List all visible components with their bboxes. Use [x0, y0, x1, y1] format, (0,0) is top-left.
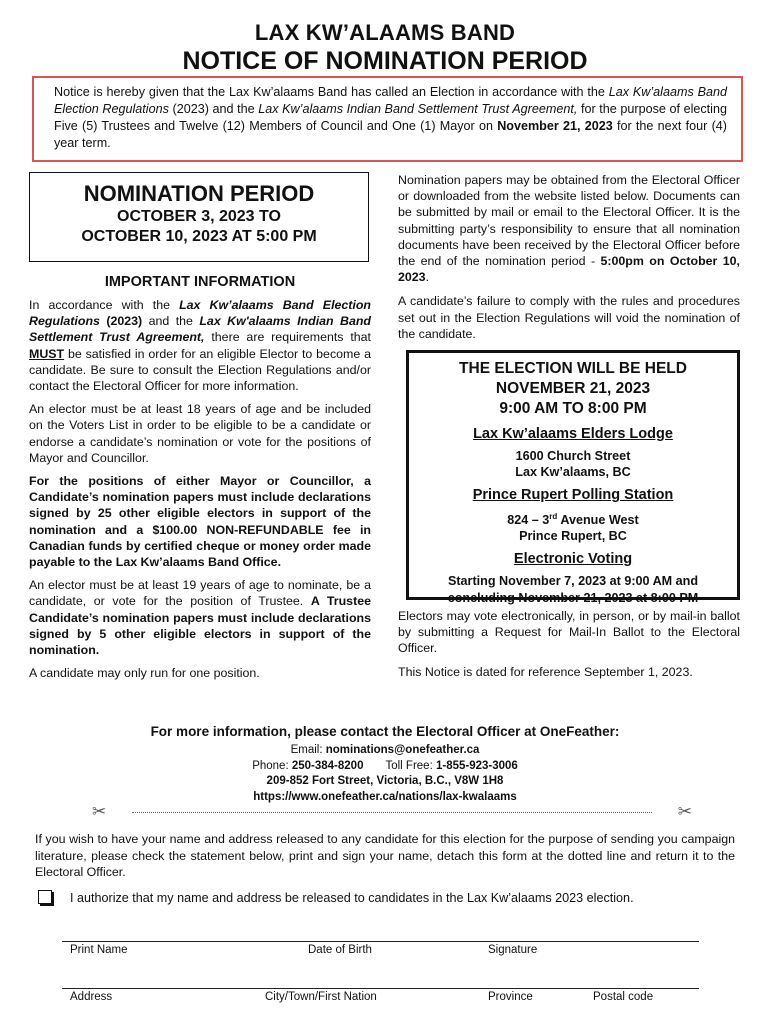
- scissors-icon: ✂: [677, 802, 692, 821]
- important-title: IMPORTANT INFORMATION: [104, 274, 296, 290]
- notice-box: [32, 76, 743, 162]
- election-heading-3: 9:00 AM TO 8:00 PM: [499, 400, 647, 418]
- location-prince-rupert: Prince Rupert Polling Station: [472, 487, 674, 504]
- band-title: LAX KW’ALAAMS BAND: [254, 20, 516, 45]
- contact-url[interactable]: https://www.onefeather.ca/nations/lax-kwalaams: [253, 790, 517, 803]
- scissors-icon: ✂: [92, 802, 107, 821]
- print-name-label: Print Name: [70, 944, 128, 956]
- checkbox-icon[interactable]: [38, 890, 52, 904]
- contact-title: For more information, please contact the Electoral Officer at OneFeather:: [150, 724, 620, 739]
- location-elders-lodge: Lax Kw’alaams Elders Lodge: [473, 426, 673, 443]
- contact-phone: Phone: 250-384-8200 Toll Free: 1-855-923-3006: [252, 759, 518, 772]
- important-para-3: For the positions of either Mayor or Councillor, a Candidate’s nomination papers must include declarations signed by 25 other eligible electors in support of the nomination and a $100.00 NON-REFUNDABLE fee in Canadian funds by certified cheque or money order made payable to the Lax Kw’alaams Band Office.: [29, 474, 371, 570]
- dotted-line: [132, 812, 652, 813]
- notice-text: Notice is hereby given that the Lax Kw’alaams Band has called an Election in accordance with the Lax Kw’alaams Band Election Regulations (2023) and the Lax Kw’alaams Indian Band Settlement Trust Agreement, for the purpose of electing Five (5) Trustees and Twelve (12) Members of Council and One (1) Mayor on November 21, 2023 for the next four (4) year term.: [54, 85, 727, 150]
- left-column: [29, 172, 371, 688]
- nomination-line-1: OCTOBER 3, 2023 TO: [117, 208, 281, 225]
- city-label: City/Town/First Nation: [265, 991, 377, 1003]
- right-para-2: A candidate’s failure to comply with the rules and procedures set out in the Election Regulations will void the nomination of the candidate.: [398, 294, 740, 341]
- important-para-4: An elector must be at least 19 years of age to nominate, be a candidate, or vote for the position of Trustee. A Trustee Candidate’s nomination papers must include declarations signed by 5 other eligible electors in support of the nomination.: [29, 578, 371, 658]
- detach-line: [92, 804, 692, 824]
- email-link[interactable]: nominations@onefeather.ca: [325, 744, 480, 756]
- authorize-label: I authorize that my name and address be released to candidates in the Lax Kw’alaams 2023 election.: [70, 891, 634, 905]
- important-para-1: In accordance with the Lax Kw’alaams Band Election Regulations (2023) and the Lax Kw'alaams Indian Band Settlement Trust Agreement, there are requirements that MUST be satisfied in order for an eligible Elector to become a candidate. Be sure to consult the Election Regulations and/or contact the Electoral Officer for more information.: [29, 298, 371, 394]
- release-instructions: If you wish to have your name and address released to any candidate for this election for the purpose of sending you campaign literature, please check the statement below, print and sign your name, detach this form at the dotted line and return it to the Electoral Officer.: [35, 832, 735, 879]
- address-row: [62, 988, 699, 1003]
- nomination-line-2: OCTOBER 10, 2023 AT 5:00 PM: [81, 228, 317, 245]
- province-label: Province: [488, 991, 533, 1003]
- contact-section: [0, 724, 770, 805]
- signature-row: [62, 941, 699, 956]
- notice-date: This Notice is dated for reference September 1, 2023.: [398, 664, 693, 679]
- right-para-1: Nomination papers may be obtained from the Electoral Officer or downloaded from the website listed below. Documents can be submitted by mail or email to the Electoral Officer. It is the submitting party’s responsibility to ensure that all nomination documents have been received by the Electoral Officer before the end of the nomination period - 5:00pm on October 10, 2023.: [398, 173, 740, 285]
- election-heading-1: THE ELECTION WILL BE HELD: [459, 360, 687, 378]
- right-para-3: Electors may vote electronically, in person, or by mail-in ballot by submitting a Request for Mail-In Ballot to the Electoral Officer.: [398, 609, 740, 656]
- address-label: Address: [70, 991, 113, 1003]
- election-box: [406, 350, 740, 606]
- location-elders-lodge-address: 1600 Church Street Lax Kw’alaams, BC: [515, 449, 631, 480]
- nomination-title: NOMINATION PERIOD: [83, 181, 315, 206]
- electronic-voting-dates: Starting November 7, 2023 at 9:00 AM and concluding November 21, 2023 at 8:00 PM: [447, 574, 699, 606]
- signature-label: Signature: [488, 944, 538, 956]
- contact-email: Email: nominations@onefeather.ca: [290, 744, 480, 756]
- page-title: NOTICE OF NOMINATION PERIOD: [182, 47, 588, 75]
- electronic-voting-title: Electronic Voting: [513, 551, 633, 568]
- important-para-5: A candidate may only run for one position.: [29, 666, 260, 681]
- right-column: [398, 172, 740, 687]
- dob-label: Date of Birth: [308, 944, 372, 956]
- election-heading-2: NOVEMBER 21, 2023: [495, 380, 651, 398]
- nomination-period-box: [29, 172, 369, 262]
- important-para-2: An elector must be at least 18 years of age and be included on the Voters List in order to be eligible to be a candidate or endorse a candidate’s nomination or vote for the positions of Mayor and Councillor.: [29, 402, 371, 465]
- contact-address: 209-852 Fort Street, Victoria, B.C., V8W 1H8: [266, 775, 504, 787]
- postal-code-label: Postal code: [593, 991, 654, 1003]
- location-prince-rupert-address: 824 – 3rd Avenue West Prince Rupert, BC: [507, 512, 639, 544]
- authorize-row: [38, 890, 758, 905]
